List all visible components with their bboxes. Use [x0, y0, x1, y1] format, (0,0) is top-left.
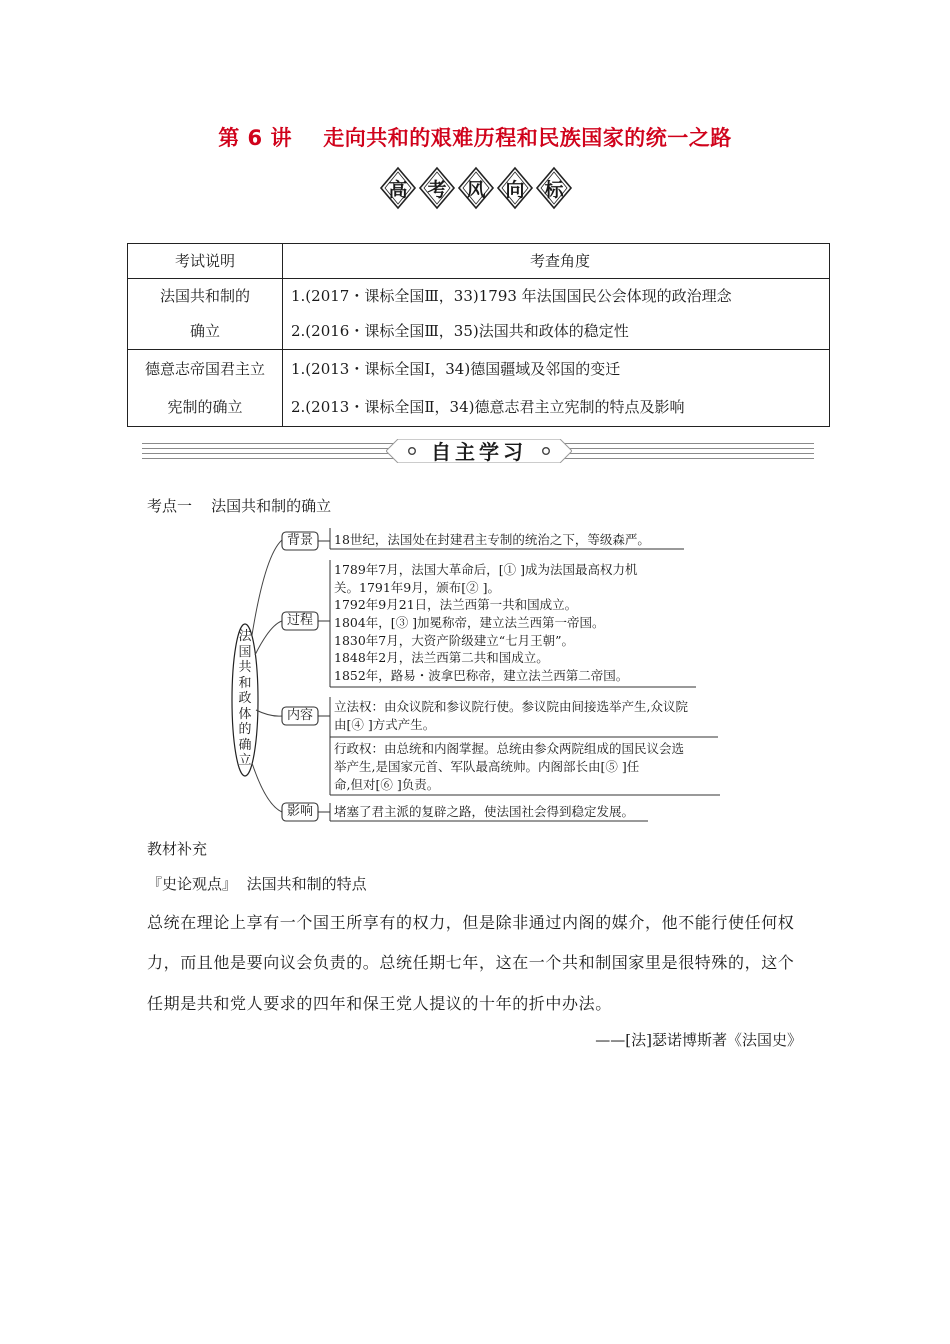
center-text: 法国共和政体的确立 — [238, 629, 252, 768]
concept-diagram — [230, 525, 730, 825]
executive-line: 命,但对[⑥ ]负责。 — [334, 777, 440, 792]
topic-line: 法国共和制的 — [159, 287, 250, 305]
process-line: 1792年9月21日，法兰西第一共和国成立。 — [334, 597, 578, 612]
banner-diamond — [535, 166, 573, 210]
tag-impact: 影响 — [286, 804, 313, 819]
table-header-row — [128, 244, 830, 279]
table-cell-topic — [128, 350, 283, 427]
paragraph-line: 力，而且他是要向议会负责的。总统任期七年，这在一个共和制国家里是很特殊的，这个 — [147, 953, 795, 972]
kaodian-title: 法国共和制的确立 — [211, 497, 332, 515]
table-header: 考查角度 — [283, 244, 830, 279]
tag-background: 背景 — [286, 533, 313, 548]
table-cell-items — [283, 279, 830, 350]
kaodian-heading — [147, 495, 331, 516]
process-line: 关。1791年9月，颁布[② ]。 — [334, 580, 500, 595]
process-line: 1830年7月，大资产阶级建立“七月王朝”。 — [334, 633, 575, 648]
kaodian-label: 考点一 — [147, 497, 193, 515]
lesson-number: 第 6 讲 — [218, 126, 292, 150]
lesson-topic: 走向共和的艰难历程和民族国家的统一之路 — [323, 126, 732, 150]
tag-content: 内容 — [286, 708, 313, 723]
section-badge — [386, 439, 572, 463]
banner-char: 向 — [505, 179, 525, 201]
legislative-line: 立法权：由众议院和参议院行使。参议院由间接选举产生,众议院 — [334, 699, 688, 714]
diagram-center-label — [233, 629, 257, 769]
table-header: 考试说明 — [128, 244, 283, 279]
executive-line: 举产生,是国家元首、军队最高统帅。内阁部长由[⑤ ]任 — [334, 759, 640, 774]
banner-diamond — [496, 166, 534, 210]
process-line: 1848年2月，法兰西第二共和国成立。 — [334, 650, 549, 665]
supplement-heading: 教材补充 — [147, 840, 208, 858]
item-line: 1.(2017・课标全国Ⅲ，33)1793 年法国国民公会体现的政治理念 — [291, 287, 732, 305]
topic-line: 宪制的确立 — [167, 398, 243, 416]
process-line: 1804年，[③ ]加冕称帝，建立法兰西第一帝国。 — [334, 615, 605, 630]
tag-process: 过程 — [286, 613, 313, 628]
process-line: 1789年7月，法国大革命后，[① ]成为法国最高权力机 — [334, 562, 638, 577]
gaokao-banner — [379, 166, 575, 210]
banner-diamond — [457, 166, 495, 210]
section-header — [142, 437, 814, 465]
table-cell-topic — [128, 279, 283, 350]
viewpoint-heading — [147, 873, 367, 894]
page-title — [0, 122, 950, 152]
banner-char: 风 — [466, 179, 486, 201]
legislative-line: 由[④ ]方式产生。 — [334, 717, 436, 732]
paragraph-line: 总统在理论上享有一个国王所享有的权力，但是除非通过内阁的媒介，他不能行使任何权 — [147, 913, 795, 932]
banner-char: 考 — [427, 179, 447, 201]
banner-char: 标 — [544, 179, 564, 201]
background-text: 18世纪，法国处在封建君主专制的统治之下，等级森严。 — [334, 532, 650, 547]
citation: ——[法]瑟诺博斯著《法国史》 — [595, 1031, 802, 1049]
banner-diamond — [418, 166, 456, 210]
banner-diamond — [379, 166, 417, 210]
topic-line: 确立 — [189, 322, 220, 340]
item-line: 2.(2013・课标全国Ⅱ，34)德意志君主立宪制的特点及影响 — [291, 398, 685, 416]
item-line: 2.(2016・课标全国Ⅲ，35)法国共和政体的稳定性 — [291, 322, 629, 340]
table-cell-items — [283, 350, 830, 427]
item-line: 1.(2013・课标全国Ⅰ，34)德国疆域及邻国的变迁 — [291, 360, 621, 378]
executive-line: 行政权：由总统和内阁掌握。总统由参众两院组成的国民议会选 — [334, 741, 685, 756]
table-row — [128, 279, 830, 350]
paragraph-line: 任期是共和党人要求的四年和保王党人提议的十年的折中办法。 — [147, 994, 612, 1013]
section-title: 自主学习 — [431, 440, 527, 464]
topic-line: 德意志帝国君主立 — [144, 360, 265, 378]
impact-text: 堵塞了君主派的复辟之路，使法国社会得到稳定发展。 — [334, 804, 635, 819]
exam-table — [127, 243, 830, 427]
banner-char: 高 — [388, 179, 408, 201]
viewpoint-label: 『史论观点』 — [147, 875, 238, 893]
viewpoint-title: 法国共和制的特点 — [246, 875, 367, 893]
process-line: 1852年，路易・波拿巴称帝，建立法兰西第二帝国。 — [334, 668, 629, 683]
table-row — [128, 350, 830, 427]
